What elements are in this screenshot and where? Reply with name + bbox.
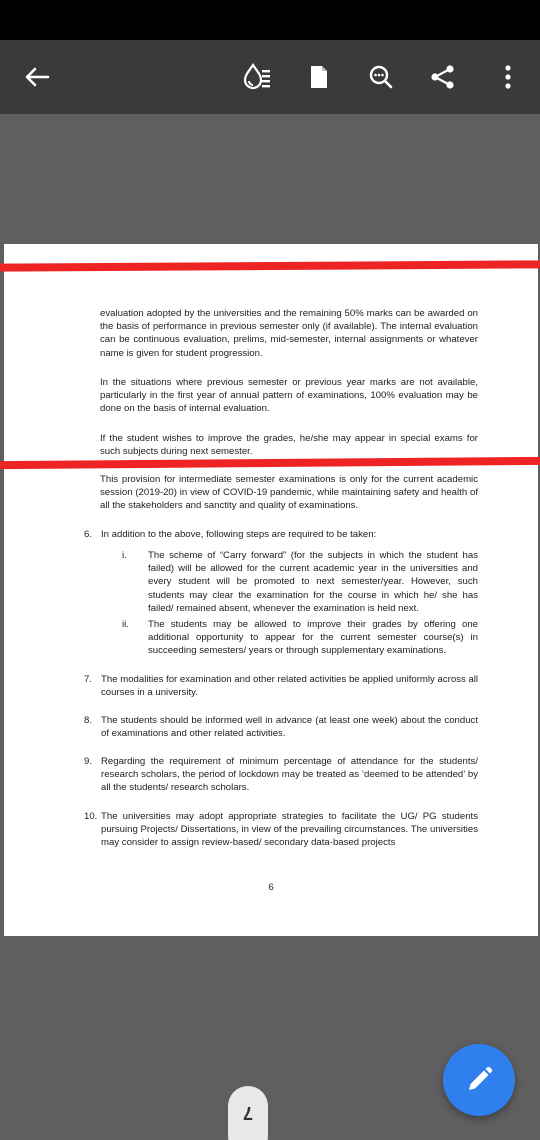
sub-item-i [122,549,478,615]
sub-item-number: i. [122,550,127,561]
sub-item-number: ii. [122,619,129,630]
item-number: 9. [84,756,93,767]
page-indicator[interactable] [228,1086,268,1140]
ink-drop-icon [242,62,272,92]
list-item-10 [84,810,478,850]
item-number: 7. [84,674,93,685]
item-number: 6. [84,529,93,540]
item-text: The modalities for examination and other related activities be applied uniformly across all courses in a university. [101,674,479,699]
item-text: The students should be informed well in advance (at least one week) about the conduct of examinations and other related activities. [101,715,478,740]
sub-item-text: The students may be allowed to improve their grades by offering one additional opportunity to appear for the current semester course(s) in succeeding semesters/ years or through supplementary examinations. [148,619,478,657]
sub-item-ii [122,618,478,658]
list-item-9 [84,755,478,795]
more-vert-icon [504,64,512,90]
back-button[interactable] [17,57,57,97]
document-button[interactable] [299,57,339,97]
paragraph-provision: This provision for intermediate semester examinations is only for the current academic session (2019-20) in view of COVID-19 pandemic, while maintaining safety and health of all the stakeholders and sanctity and quality of examinations. [100,474,478,512]
page-number: 6 [268,882,274,893]
share-icon [430,64,456,90]
top-toolbar [0,40,540,114]
item-text: The universities may adopt appropriate strategies to facilitate the UG/ PG students pursuing Projects/ Dissertations, in view of the prevailing circumstances. The universities may consider to assign review-based/ secondary data-based projects [101,811,478,849]
pdf-page [4,244,538,936]
document-icon [309,65,329,89]
ink-drop-button[interactable] [237,57,277,97]
search-comment-button[interactable] [361,57,401,97]
sub-item-text: The scheme of “Carry forward” (for the subjects in which the student has failed) will be allowed for the current academic year in the universities and every student will be promoted to next semester/year. However, such students may clear the examination for the course in which he/ she has failed/ remained absent, whenever the examination is held next. [148,550,478,614]
page-indicator-number: 7 [242,1103,253,1123]
item-text: Regarding the requirement of minimum percentage of attendance for the students/ research scholars, the period of lockdown may be treated as ‘deemed to be attended’ by all the students/ research scholars. [101,756,478,794]
back-arrow-icon [24,66,50,88]
edit-fab-button[interactable] [443,1044,515,1116]
status-bar [0,0,540,40]
pencil-icon [464,1065,494,1095]
more-options-button[interactable] [488,57,528,97]
paragraph-previous-marks: In the situations where previous semester or previous year marks are not available, particularly in the first year of annual pattern of examinations, 100% evaluation may be done on the basis of internal evaluation. [100,377,478,415]
item-text: In addition to the above, following steps are required to be taken: [101,529,377,540]
share-button[interactable] [423,57,463,97]
search-comment-icon [368,64,394,90]
list-item-6 [84,528,478,541]
paragraph-evaluation: evaluation adopted by the universities and the remaining 50% marks can be awarded on the basis of performance in previous semester only (if available). The internal evaluation can be continuous evaluation, prelims, mid-semester, internal assignments or whatever name is given for student progression. [100,308,478,359]
item-number: 8. [84,715,93,726]
list-item-8 [84,714,478,740]
item-number: 10. [84,811,98,822]
list-item-7 [84,673,478,699]
paragraph-improve-grades: If the student wishes to improve the grades, he/she may appear in special exams for such subjects during next semester. [100,433,478,458]
